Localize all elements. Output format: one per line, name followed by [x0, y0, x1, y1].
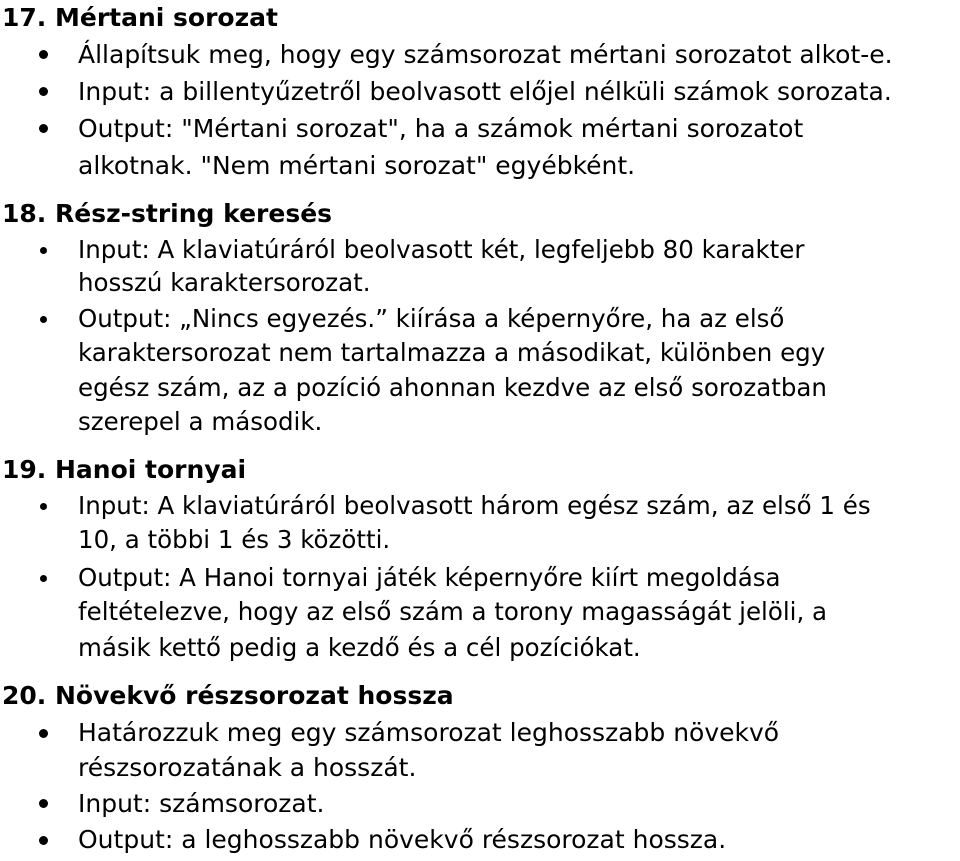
list-item-line: Input: a billentyűzetről beolvasott előjel nélküli számok sorozata. [78, 77, 892, 106]
section-title: 18. Rész-string keresés [2, 199, 333, 228]
list-item-line: egész szám, az a pozíció ahonnan kezdve az első sorozatban [78, 373, 827, 402]
list-item-line: Határozzuk meg egy számsorozat leghosszabb növekvő [78, 718, 780, 747]
bullet-icon [40, 575, 47, 582]
bullet-icon [40, 316, 47, 323]
list-item-line: Input: A klaviatúráról beolvasott három egész szám, az első 1 és [78, 491, 871, 520]
list-item-line: karaktersorozat nem tartalmazza a másodikat, különben egy [78, 338, 826, 367]
list-item-line: másik kettő pedig a kezdő és a cél pozíciókat. [78, 633, 641, 662]
list-item-line: részsorozatának a hosszát. [78, 753, 417, 782]
bullet-icon [39, 50, 48, 59]
section-title: 19. Hanoi tornyai [2, 455, 247, 484]
list-item-line: Output: „Nincs egyezés.” kiírása a képernyőre, ha az első [78, 304, 785, 333]
list-item-line: Output: "Mértani sorozat", ha a számok mértani sorozatot [78, 114, 804, 143]
list-item-line: szerepel a második. [78, 407, 323, 436]
list-item-line: hosszú karaktersorozat. [78, 268, 371, 297]
bullet-icon [39, 729, 48, 738]
list-item-line: Output: a leghosszabb növekvő részsorozat hossza. [78, 825, 727, 854]
list-item-line: alkotnak. "Nem mértani sorozat" egyébként. [78, 151, 636, 180]
bullet-icon [39, 836, 48, 845]
bullet-icon [40, 247, 47, 254]
list-item-line: Input: számsorozat. [78, 789, 325, 818]
bullet-icon [39, 87, 48, 96]
section-title: 20. Növekvő részsorozat hossza [2, 681, 454, 710]
bullet-icon [39, 124, 48, 133]
list-item-line: Input: A klaviatúráról beolvasott két, legfeljebb 80 karakter [78, 235, 805, 264]
list-item-line: Állapítsuk meg, hogy egy számsorozat mértani sorozatot alkot-e. [78, 40, 893, 69]
bullet-icon [40, 503, 47, 510]
list-item-line: feltételezve, hogy az első szám a torony magasságát jelöli, a [78, 597, 828, 626]
bullet-icon [39, 799, 48, 808]
list-item-line: 10, a többi 1 és 3 közötti. [78, 525, 391, 554]
section-title: 17. Mértani sorozat [2, 3, 278, 32]
list-item-line: Output: A Hanoi tornyai játék képernyőre kiírt megoldása [78, 563, 781, 592]
